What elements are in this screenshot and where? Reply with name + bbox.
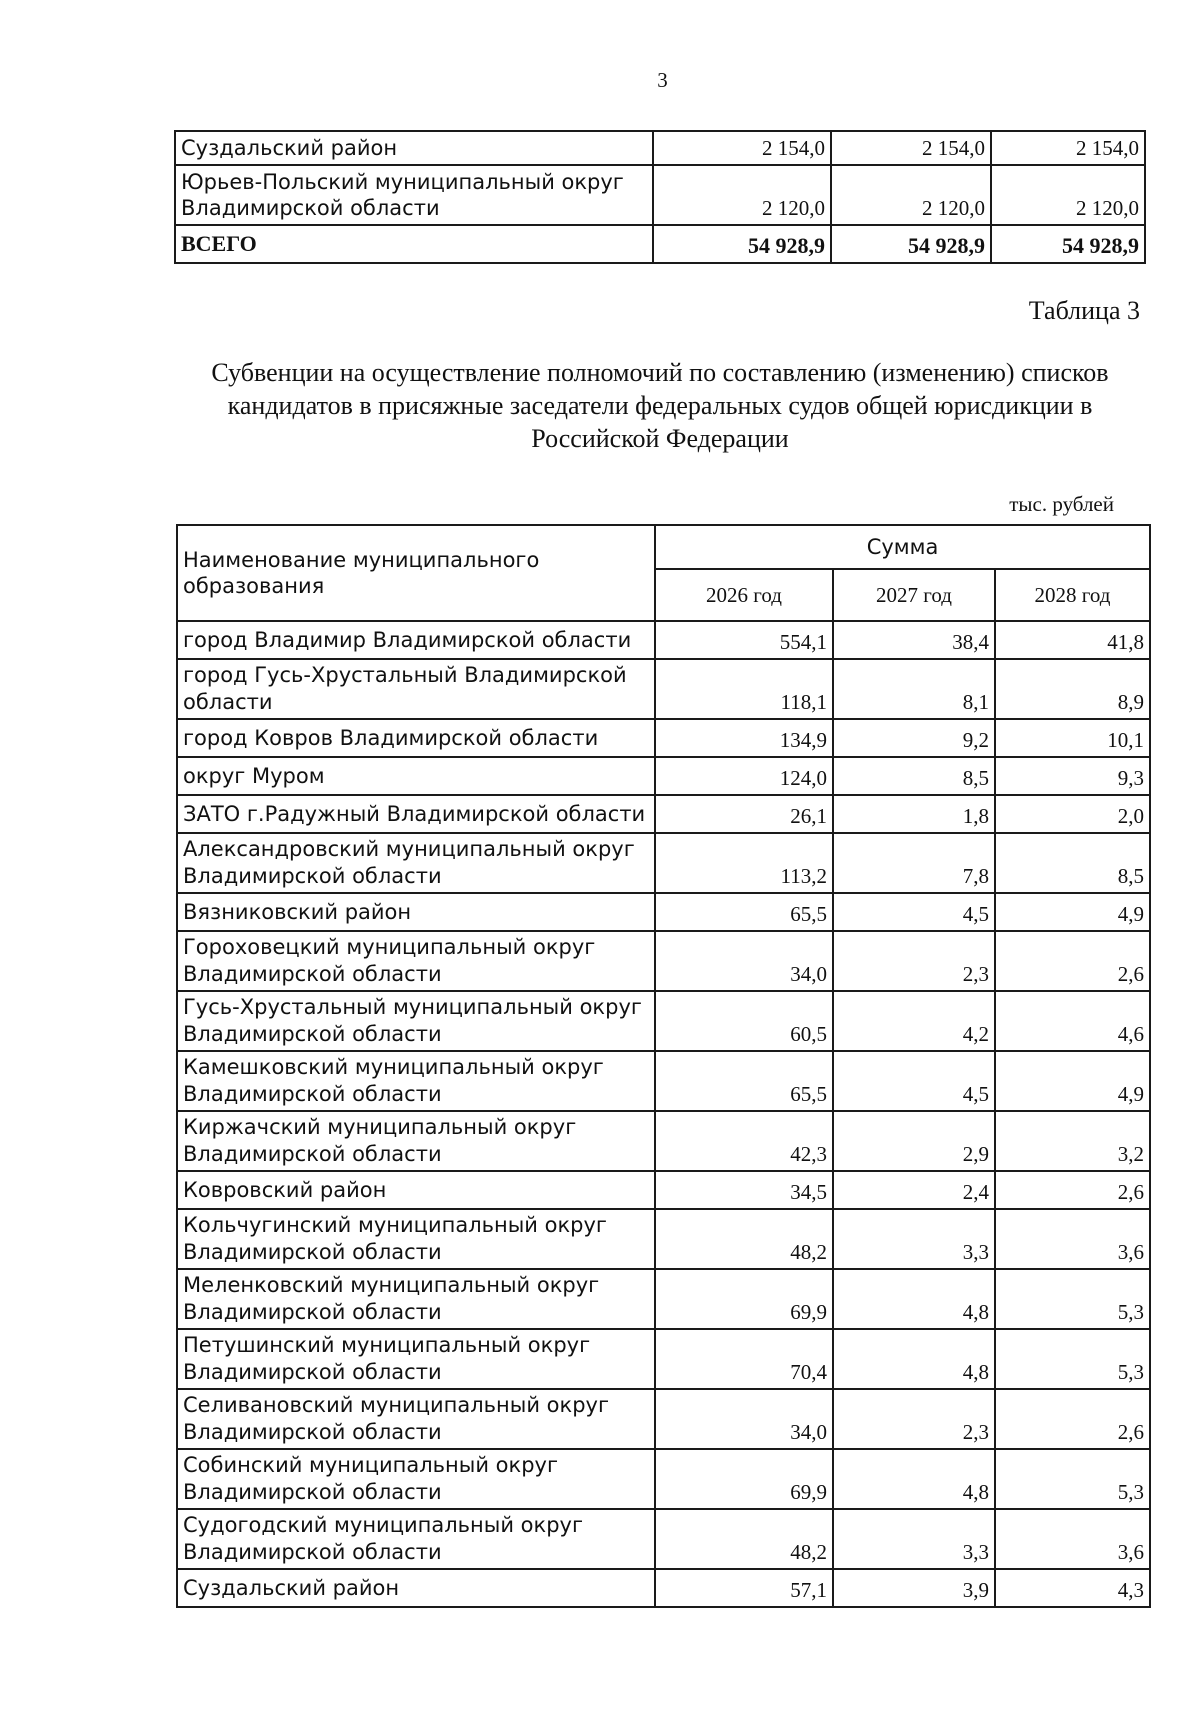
value-2027-cell: 2,3 (833, 1389, 995, 1449)
value-2026-cell: 34,0 (655, 1389, 833, 1449)
value-2026-cell: 42,3 (655, 1111, 833, 1171)
table-row (177, 833, 1150, 893)
value-2026-cell: 60,5 (655, 991, 833, 1051)
value-2027-cell: 2,9 (833, 1111, 995, 1171)
value-2027-cell: 4,2 (833, 991, 995, 1051)
value-2026-cell: 57,1 (655, 1569, 833, 1607)
value-2028-cell: 54 928,9 (991, 225, 1145, 263)
value-2026-cell: 134,9 (655, 719, 833, 757)
table-row (177, 1051, 1150, 1111)
header-row (177, 525, 1150, 569)
value-2026-cell: 69,9 (655, 1269, 833, 1329)
municipality-name-cell: Александровский муниципальный округ Владимирской области (177, 833, 655, 893)
municipality-name-cell: Киржачский муниципальный округ Владимирской области (177, 1111, 655, 1171)
value-2026-cell: 2 120,0 (653, 165, 831, 225)
value-2026-cell: 69,9 (655, 1449, 833, 1509)
municipality-name-cell: ЗАТО г.Радужный Владимирской области (177, 795, 655, 833)
value-2026-cell: 54 928,9 (653, 225, 831, 263)
value-2028-cell: 3,2 (995, 1111, 1150, 1171)
value-2027-cell: 2 154,0 (831, 131, 991, 165)
column-header-2028: 2028 год (995, 569, 1150, 621)
municipality-name-cell: Камешковский муниципальный округ Владимирской области (177, 1051, 655, 1111)
value-2028-cell: 2,6 (995, 931, 1150, 991)
value-2028-cell: 2,0 (995, 795, 1150, 833)
table-row (177, 1269, 1150, 1329)
value-2028-cell: 5,3 (995, 1329, 1150, 1389)
table-row (175, 225, 1145, 263)
value-2027-cell: 2 120,0 (831, 165, 991, 225)
municipality-name-cell: Суздальский район (175, 131, 653, 165)
value-2028-cell: 2,6 (995, 1171, 1150, 1209)
table-row (177, 1389, 1150, 1449)
value-2028-cell: 5,3 (995, 1269, 1150, 1329)
value-2028-cell: 3,6 (995, 1509, 1150, 1569)
table-row (177, 1209, 1150, 1269)
municipality-name-cell: Судогодский муниципальный округ Владимирской области (177, 1509, 655, 1569)
value-2027-cell: 2,4 (833, 1171, 995, 1209)
value-2026-cell: 554,1 (655, 621, 833, 659)
value-2028-cell: 8,5 (995, 833, 1150, 893)
municipality-name-cell: ВСЕГО (175, 225, 653, 263)
municipality-name-cell: Гусь-Хрустальный муниципальный округ Владимирской области (177, 991, 655, 1051)
municipality-name-cell: Селивановский муниципальный округ Владимирской области (177, 1389, 655, 1449)
continuation-table (174, 130, 1146, 264)
value-2026-cell: 113,2 (655, 833, 833, 893)
value-2027-cell: 1,8 (833, 795, 995, 833)
municipality-name-cell: город Гусь-Хрустальный Владимирской области (177, 659, 655, 719)
municipality-name-cell: Кольчугинский муниципальный округ Владимирской области (177, 1209, 655, 1269)
table-row (177, 1171, 1150, 1209)
municipality-name-cell: Суздальский район (177, 1569, 655, 1607)
value-2027-cell: 4,5 (833, 893, 995, 931)
table-row (177, 621, 1150, 659)
column-header-2026: 2026 год (655, 569, 833, 621)
value-2028-cell: 10,1 (995, 719, 1150, 757)
value-2027-cell: 2,3 (833, 931, 995, 991)
value-2028-cell: 9,3 (995, 757, 1150, 795)
value-2028-cell: 3,6 (995, 1209, 1150, 1269)
municipality-name-cell: Ковровский район (177, 1171, 655, 1209)
table-row (177, 991, 1150, 1051)
value-2027-cell: 3,3 (833, 1509, 995, 1569)
value-2028-cell: 4,9 (995, 893, 1150, 931)
table-row (175, 131, 1145, 165)
value-2026-cell: 34,0 (655, 931, 833, 991)
value-2026-cell: 2 154,0 (653, 131, 831, 165)
table-row (177, 1329, 1150, 1389)
value-2026-cell: 48,2 (655, 1209, 833, 1269)
value-2028-cell: 4,6 (995, 991, 1150, 1051)
value-2028-cell: 2 120,0 (991, 165, 1145, 225)
value-2026-cell: 118,1 (655, 659, 833, 719)
table-row (177, 795, 1150, 833)
municipality-name-cell: Собинский муниципальный округ Владимирской области (177, 1449, 655, 1509)
table-title: Субвенции на осуществление полномочий по составлению (изменению) списков кандидатов в присяжные заседатели федеральных судов общей юрисдикции в Российской Федерации (211, 358, 1109, 453)
units-label: тыс. рублей (1009, 492, 1114, 516)
value-2027-cell: 4,8 (833, 1449, 995, 1509)
table-row (177, 1569, 1150, 1607)
table-row (177, 757, 1150, 795)
value-2027-cell: 38,4 (833, 621, 995, 659)
table-row (177, 1449, 1150, 1509)
value-2028-cell: 4,3 (995, 1569, 1150, 1607)
value-2028-cell: 2,6 (995, 1389, 1150, 1449)
value-2027-cell: 3,9 (833, 1569, 995, 1607)
column-header-2027: 2027 год (833, 569, 995, 621)
value-2026-cell: 65,5 (655, 1051, 833, 1111)
value-2027-cell: 7,8 (833, 833, 995, 893)
municipality-name-cell: округ Муром (177, 757, 655, 795)
value-2026-cell: 70,4 (655, 1329, 833, 1389)
value-2027-cell: 4,5 (833, 1051, 995, 1111)
column-header-name: Наименование муниципального образования (177, 525, 655, 621)
value-2026-cell: 48,2 (655, 1509, 833, 1569)
table-row (177, 719, 1150, 757)
municipality-name-cell: Гороховецкий муниципальный округ Владимирской области (177, 931, 655, 991)
table-label: Таблица 3 (1028, 296, 1140, 325)
column-header-sum: Сумма (655, 525, 1150, 569)
value-2028-cell: 8,9 (995, 659, 1150, 719)
municipality-name-cell: Вязниковский район (177, 893, 655, 931)
table-row (177, 1111, 1150, 1171)
municipality-name-cell: город Владимир Владимирской области (177, 621, 655, 659)
value-2028-cell: 41,8 (995, 621, 1150, 659)
value-2028-cell: 4,9 (995, 1051, 1150, 1111)
municipality-name-cell: Юрьев-Польский муниципальный округ Владимирской области (175, 165, 653, 225)
table-row (175, 165, 1145, 225)
municipality-name-cell: Петушинский муниципальный округ Владимирской области (177, 1329, 655, 1389)
value-2027-cell: 3,3 (833, 1209, 995, 1269)
value-2028-cell: 5,3 (995, 1449, 1150, 1509)
value-2028-cell: 2 154,0 (991, 131, 1145, 165)
subventions-table (176, 524, 1151, 1608)
value-2027-cell: 8,1 (833, 659, 995, 719)
table-row (177, 931, 1150, 991)
value-2027-cell: 4,8 (833, 1269, 995, 1329)
value-2026-cell: 34,5 (655, 1171, 833, 1209)
value-2027-cell: 4,8 (833, 1329, 995, 1389)
value-2027-cell: 8,5 (833, 757, 995, 795)
value-2027-cell: 9,2 (833, 719, 995, 757)
municipality-name-cell: Меленковский муниципальный округ Владимирской области (177, 1269, 655, 1329)
value-2026-cell: 65,5 (655, 893, 833, 931)
page-number: 3 (657, 68, 668, 92)
municipality-name-cell: город Ковров Владимирской области (177, 719, 655, 757)
value-2026-cell: 124,0 (655, 757, 833, 795)
table-row (177, 1509, 1150, 1569)
value-2026-cell: 26,1 (655, 795, 833, 833)
table-row (177, 893, 1150, 931)
table-row (177, 659, 1150, 719)
value-2027-cell: 54 928,9 (831, 225, 991, 263)
